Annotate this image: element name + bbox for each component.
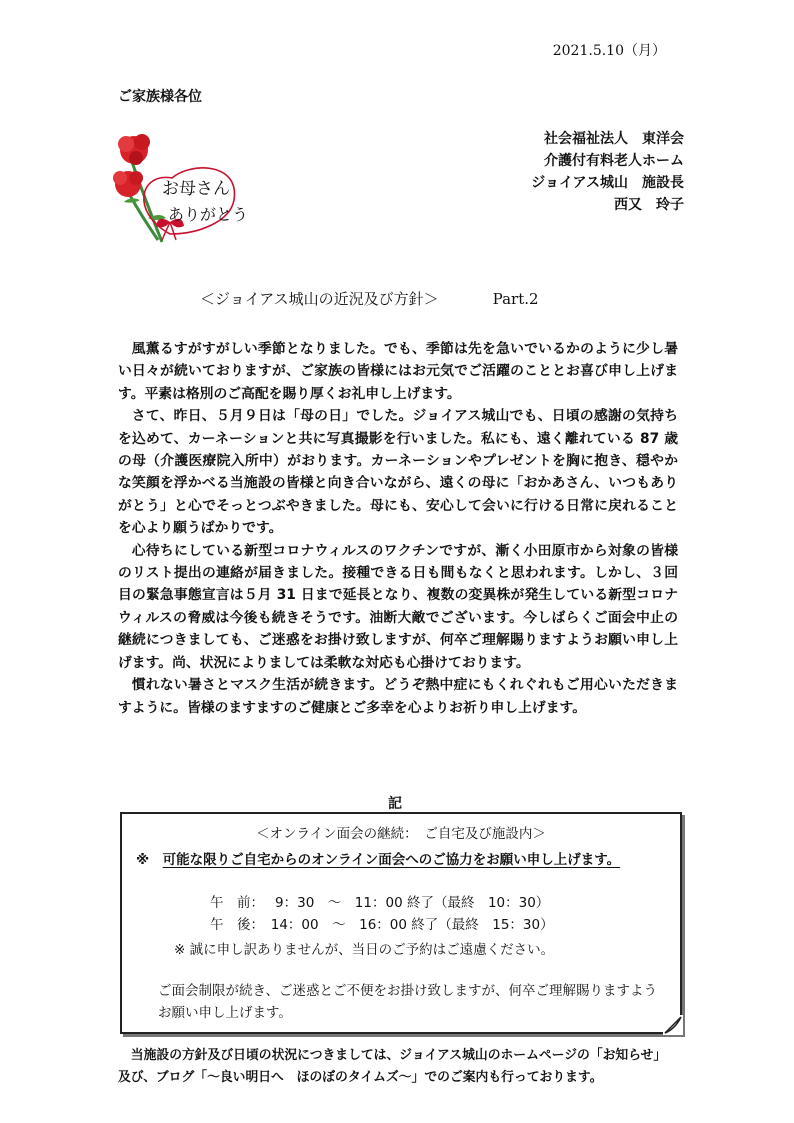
notice-request-text: 可能な限りご自宅からのオンライン面会へのご協力をお願い申し上げます。 [162,852,621,868]
letter-body [118,338,678,719]
sender-name: 西又 玲子 [614,197,684,213]
online-visit-notice-box [120,812,682,1034]
body-paragraph: 心待ちにしている新型コロナウィルスのワクチンですが、漸く小田原市から対象の皆様のリスト提出の連絡が届きました。接種できる日も間もなくと思われます。しかし、３回目の緊急事態宣言は５月 31 日まで延長となり、複数の変異株が発生している新型コロナウィルスの脅威は今後も続きそうです。油断大敵でございます。今しばらくご面会中止の継続につきましても、ご迷惑をお掛け致しますが、何卒ご理解賜りますようお願い申し上げます。尚、状況によりましては柔軟な対応も心掛けております。 [118,542,678,671]
notes-heading: 記 [388,796,402,812]
schedule-afternoon: 午 後： 14：00 ～ 16：00 終了（最終 15：30） [210,917,554,933]
sender-organization: 社会福祉法人 東洋会 [544,131,684,147]
salutation: ご家族様各位 [118,89,202,105]
apology-text: ご面会制限が続き、ご迷惑とご不便をお掛け致しますが、何卒ご理解賜りますようお願い申し上げます。 [158,983,657,1021]
same-day-note: ※ 誠に申し訳ありませんが、当日のご予約はご遠慮ください。 [174,942,555,958]
letter-date: 2021.5.10（月） [552,43,666,59]
body-paragraph: 風薫るすがすがしい季節となりました。でも、季節は先を急いでいるかのように少し暑い日々が続いておりますが、ご家族の皆様にはお元気でご活躍のこととお喜び申し上げます。平素は格別のご高配を賜り厚くお礼申し上げます。 [118,341,678,402]
sender-block [531,128,684,216]
note-mark: ※ [136,852,150,868]
footer-note [118,1045,674,1089]
page-curl-icon [663,1015,683,1035]
mothers-day-card-illustration [110,122,250,254]
notice-title: ＜オンライン面会の継続： ご自宅及び施設内＞ [256,826,546,842]
schedule-morning: 午 前： 9：30 ～ 11：00 終了（最終 10：30） [210,895,550,911]
card-text-line2: ありがとう [168,205,249,224]
title-main: ＜ジョイアス城山の近況及び方針＞ [200,290,439,308]
card-text-line1: お母さん [162,179,230,199]
title-part: Part.2 [492,290,539,308]
sender-facility-type: 介護付有料老人ホーム [544,153,684,169]
page-title [200,288,539,309]
body-paragraph: 慣れない暑さとマスク生活が続きます。どうぞ熱中症にもくれぐれもご用心いただきますように。皆様のますますのご健康とご多幸を心よりお祈り申し上げます。 [118,677,678,716]
carnation-icon [118,134,150,165]
sender-title: ジョイアス城山 施設長 [531,175,684,191]
body-paragraph: さて、昨日、５月９日は「母の日」でした。ジョイアス城山でも、日頃の感謝の気持ちを込めて、カーネーションと共に写真撮影を行いました。私にも、遠く離れている 87 歳の母（介護医療院入所中）がおります。カーネーションやプレゼントを胸に抱き、穏やかな笑顔を浮かべる当施設の皆様と向き合いながら、遠くの母に「おかあさん、いつもありがとう」と心でそっとつぶやきました。母にも、安心して会いに行ける日常に戻れることを心より願うばかりです。 [118,408,678,537]
visit-schedule [210,892,554,936]
footer-text: 当施設の方針及び日頃の状況につきましては、ジョイアス城山のホームページの「お知らせ」及び、ブログ「～良い明日へ ほのぼのタイムズ～」でのご案内も行っております。 [118,1048,667,1085]
notice-request [136,848,620,868]
carnation-icon [113,171,143,197]
